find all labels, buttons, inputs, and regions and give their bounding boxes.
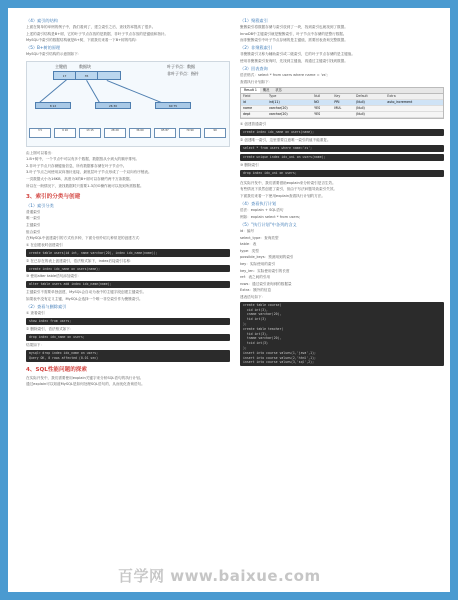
code-block: alter table users add index idx_name(name); xyxy=(26,281,230,288)
document-page xyxy=(8,8,450,592)
cell: name xyxy=(241,105,267,111)
paragraph: ① 查看索引 xyxy=(26,311,45,316)
tab-overview[interactable]: 概况 xyxy=(262,87,270,92)
paragraph: 非聚簇索引又称为辅助索引或二级索引，它的叶子节点存储的是主键值。 xyxy=(240,52,355,57)
paragraph-group xyxy=(26,25,230,43)
internal-node: 8 12 xyxy=(35,102,71,109)
paragraph: 在实际开发中，我们需要使用explain关键字来分析SQL语句的执行计划。 xyxy=(26,375,144,380)
paragraph: 聚簇索引将数据存储与索引放到了一块，找到索引也就找到了数据。 xyxy=(240,25,348,29)
list-item: table：表 xyxy=(240,242,257,247)
root-cell: 17 xyxy=(54,72,76,79)
paragraph: InnoDB中主键索引就是聚簇索引，叶子节点中存储的是整行数据。 xyxy=(240,31,347,36)
list-item: select_type：查询类型 xyxy=(240,235,279,240)
tree-edge xyxy=(107,80,163,103)
cell: int(11) xyxy=(267,99,312,105)
column-header: Type xyxy=(267,94,312,100)
code-block: show index from users; xyxy=(26,318,230,325)
paragraph-group xyxy=(26,151,230,189)
chapter-heading: 4、SQL性能问题的探索 xyxy=(26,366,87,373)
paragraph: 所以在一般情况下，查找数据时只需要1-3次IO操作就可以找到所需数据。 xyxy=(26,183,144,188)
root-node xyxy=(53,71,121,80)
paragraph: 上面在简单的举例的例子中，我们看到了，建立索引之后，查找效率提高了很多。 xyxy=(26,25,156,29)
paragraph-group xyxy=(26,376,230,388)
paragraph: ③ 使用alter table语句添加索引： xyxy=(26,274,82,279)
paragraph: 建表语句如下： xyxy=(240,294,266,299)
leaf-node: 79 90 xyxy=(179,128,201,138)
code-block: select * from users where name='zs'; xyxy=(240,145,444,152)
cell: dept xyxy=(241,111,267,117)
leaf-node: 3 5 xyxy=(29,128,51,138)
paragraph: 由上图可以看出： xyxy=(26,150,55,155)
root-cell xyxy=(98,72,120,79)
cell: MUL xyxy=(332,105,354,111)
list-item: id：编号 xyxy=(240,228,255,233)
legend-label: 叶子节点：数据 xyxy=(167,63,195,69)
paragraph-group xyxy=(26,290,230,302)
paragraph: 2.非叶子节点只存储键值信息，所有数据都存储在叶子节点中。 xyxy=(26,163,127,168)
paragraph: ② 删除索引，语法格式如下： xyxy=(26,327,74,332)
paragraph: 而非聚簇索引中叶子节点存储的是主键值，需要回表查询完整数据。 xyxy=(240,38,348,43)
paragraph: 在MySQL中创建索引的方式有多种，下面分别介绍几种常见的创建方式： xyxy=(26,236,143,241)
column-header: Null xyxy=(312,94,332,100)
chapter-heading: 3、索引的分类与创建 xyxy=(26,193,81,200)
root-label: 数据块 xyxy=(79,63,91,69)
cell: YES xyxy=(312,105,332,111)
code-block: mysql> drop index idx_name on users; Query OK, 0 rows affected (0.01 sec) xyxy=(26,350,230,362)
paragraph: ① 创建普通索引 xyxy=(240,121,266,126)
code-block: drop index idx_name on users; xyxy=(26,334,230,341)
section-heading: （1）索引分类 xyxy=(26,202,54,208)
internal-node: 60 75 xyxy=(155,102,191,109)
list-item: 主键索引 xyxy=(26,222,41,227)
list-item: 唯一索引 xyxy=(26,216,41,221)
code-block: create index idx_name on users(name); xyxy=(26,265,230,272)
column-header: Default xyxy=(354,94,385,100)
paragraph: 查看执行计划如下： xyxy=(240,79,273,84)
list-item: Extra：额外的信息 xyxy=(240,288,272,293)
cell: PRI xyxy=(332,99,354,105)
code-block: create index idx_name on users(name); xyxy=(240,129,444,136)
list-item: key：实际使用的索引 xyxy=(240,261,276,266)
cell: (Null) xyxy=(354,105,385,111)
paragraph: 通过explain可以知道MySQL是如何处理SQL语句的，从而优化查询语句。 xyxy=(26,382,145,387)
paragraph: 如果表中没有定义主键，MySQL会选择一个唯一非空索引作为聚簇索引。 xyxy=(26,296,143,301)
list-item: rows：通过索引查询到的数据量 xyxy=(240,281,292,286)
explain-column-list xyxy=(240,229,444,300)
legend-label: 非叶子节点：指针 xyxy=(167,70,199,76)
cell: auto_increment xyxy=(385,99,443,105)
paragraph: 1.B+树中，一个节点中可以有多个数据，数据按从小到大的顺序排列。 xyxy=(26,157,140,162)
paragraph: 下面我们来看一下使用explain查看执行计划的方法。 xyxy=(240,193,325,198)
list-item: ref：表之间的引用 xyxy=(240,275,271,280)
paragraph: 有些情况下虽然创建了索引，但由于写法问题导致索引失效。 xyxy=(240,187,338,192)
list-item: key_len：实际使用索引的长度 xyxy=(240,268,290,273)
internal-node: 26 30 xyxy=(95,102,131,109)
leaf-node: 36 60 xyxy=(129,128,151,138)
tab-status[interactable]: 状态 xyxy=(275,87,282,92)
paragraph: ② 创建唯一索引，这里需要注意唯一索引的值不能重复。 xyxy=(240,137,331,142)
column-header: Field xyxy=(241,94,267,100)
paragraph: MySQL中索引的数据结构就是B+树，下面我们来看一下B+树的结构： xyxy=(26,38,140,43)
watermark: 百学网 www.baixue.com xyxy=(118,567,321,585)
leaf-node: 13 15 xyxy=(79,128,101,138)
db-result-screenshot xyxy=(240,87,444,119)
section-heading: （5）"执行计划"中各列的含义 xyxy=(240,221,297,227)
section-heading: （2）查看与删除索引 xyxy=(26,304,67,310)
paragraph-group xyxy=(240,73,444,85)
section-heading: （1）聚簇索引 xyxy=(240,18,268,23)
code-block: create table users(id int, name varchar(20), index idx_name(name)); xyxy=(26,249,230,256)
paragraph: 上述的索引结构是B+树，它的叶子节点存放的是数据，非叶子节点存放的是键值和指针。 xyxy=(26,31,169,36)
leaf-node: 65 87 xyxy=(154,128,176,138)
code-block: create unique index idx_uni on users(name); xyxy=(240,154,444,161)
list-item: 普通索引 xyxy=(26,209,41,214)
paragraph: ③ 删除索引 xyxy=(240,162,259,167)
bplus-tree-diagram xyxy=(26,61,230,147)
paragraph: 在实际开发中，我们需要借助explain来分析索引是否生效。 xyxy=(240,180,336,185)
paragraph-group xyxy=(26,236,230,248)
section-heading: （5）B+树的原理 xyxy=(26,45,61,51)
table-row[interactable] xyxy=(241,111,443,117)
leaf-node: 9 10 xyxy=(54,128,76,138)
list-item: type：类型 xyxy=(240,248,259,253)
paragraph: MySQL中索引结构的示意图如下： xyxy=(26,52,82,57)
section-heading: （4）查看执行计划 xyxy=(240,201,277,207)
leaf-node: 99 xyxy=(204,128,226,138)
paragraph-group xyxy=(240,25,444,43)
paragraph: ② 在已存在的表上创建索引，语法格式如下，index后接索引名称： xyxy=(26,258,134,263)
cell xyxy=(332,111,354,117)
result-table xyxy=(241,94,443,118)
right-column xyxy=(240,16,444,368)
section-heading: （2）非聚簇索引 xyxy=(240,45,272,51)
paragraph: 使用非聚簇索引查询时，先找到主键值，再通过主键索引找到数据。 xyxy=(240,58,348,63)
paragraph-group xyxy=(240,181,444,199)
list-item: possible_keys：预测用到的索引 xyxy=(240,255,294,260)
leaf-node: 28 29 xyxy=(104,128,126,138)
cell: varchar(20) xyxy=(267,105,312,111)
column-header: Extra xyxy=(385,94,443,100)
paragraph: 3.叶子节点之间使用双向指针连接，最底层叶子节点形成了一个双向有序链表。 xyxy=(26,170,152,175)
column-header: Key xyxy=(332,94,354,100)
paragraph-group xyxy=(240,52,444,64)
index-type-list xyxy=(26,210,230,235)
paragraph: 例如：explain select * from users; xyxy=(240,214,301,219)
cell: (Null) xyxy=(354,111,385,117)
cell: id xyxy=(241,99,267,105)
section-heading: （4）索引的结构 xyxy=(26,18,58,23)
root-cell: 35 xyxy=(76,72,98,79)
cell: varchar(20) xyxy=(267,111,312,117)
paragraph-group xyxy=(240,208,444,220)
section-heading: （3）回表查询 xyxy=(240,66,268,72)
paragraph: 语法格式：select * from users where name = 'zs'; xyxy=(240,73,328,78)
list-item: 组合索引 xyxy=(26,229,41,234)
tree-edge xyxy=(86,80,100,103)
paragraph: 主键索引不需要单独创建，MySQL会自动为表中的主键字段创建主键索引。 xyxy=(26,290,147,295)
cell: (Null) xyxy=(354,99,385,105)
paragraph: 结果如下： xyxy=(26,342,44,347)
cell: YES xyxy=(312,111,332,117)
code-block: create table course( cid int(3), cname varchar(20), tid int(3) ); create table teacher( tid int(3), tname varchar(20), tcid int(3) ); insert into course values(1,'java',1); insert into course values(2,'html',1); insert into course values(3,'sql',2); xyxy=(240,302,444,367)
code-block: drop index idx_uni on users; xyxy=(240,170,444,177)
paragraph: ① 在创建表时创建索引 xyxy=(26,242,63,247)
paragraph: 一页数据大小为16KB，高度为3的B+树可以存储约两千万条数据。 xyxy=(26,176,134,181)
left-column xyxy=(26,16,230,389)
cell xyxy=(385,111,443,117)
tab-result[interactable]: Result 1 xyxy=(241,88,260,93)
paragraph: 语法：explain + SQL语句 xyxy=(240,208,284,213)
root-label: 主键值 xyxy=(55,63,67,69)
cell: NO xyxy=(312,99,332,105)
